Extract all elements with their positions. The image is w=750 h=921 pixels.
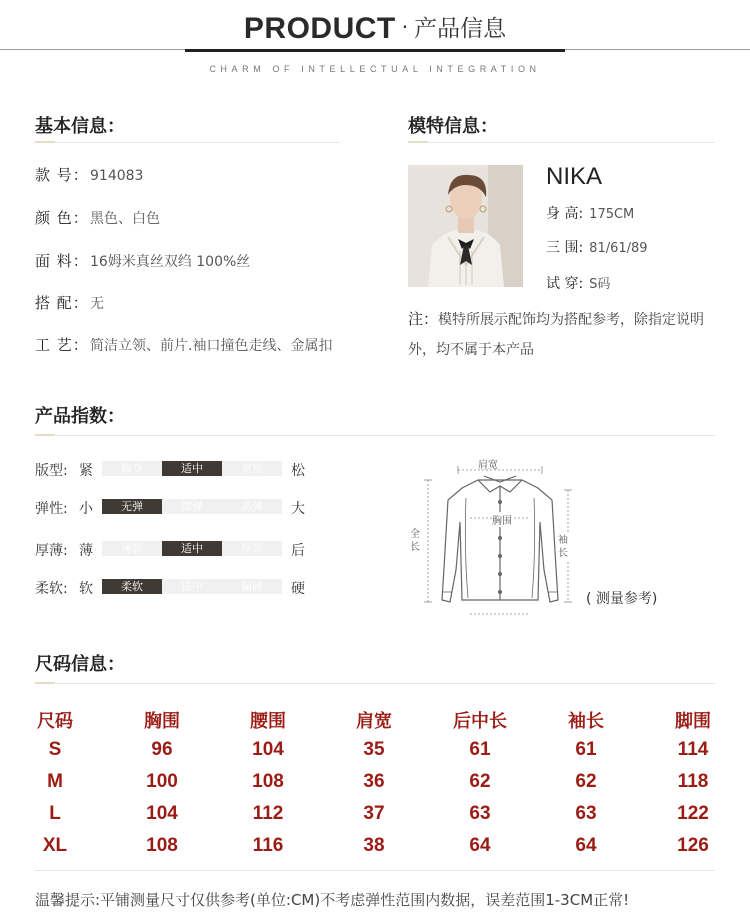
index-option: 适中 <box>162 579 222 594</box>
index-low: 薄 <box>79 543 93 559</box>
index-label: 弹性: <box>35 501 68 517</box>
index-label: 版型: <box>35 463 68 479</box>
size-cell: 37 <box>363 803 385 824</box>
index-option: 高弹 <box>222 499 282 514</box>
model-label: 三 围: <box>546 240 584 256</box>
size-cell: 112 <box>252 803 284 824</box>
index-option-selected: 柔软 <box>102 579 162 594</box>
index-high: 大 <box>291 501 305 517</box>
size-col-header: 袖长 <box>568 711 604 731</box>
index-option-selected: 适中 <box>162 541 222 556</box>
index-row-thickness <box>35 540 335 558</box>
size-cell: M <box>47 771 63 792</box>
size-col-header: 后中长 <box>453 711 507 731</box>
note-label: 注： <box>408 310 439 328</box>
model-photo <box>408 165 523 287</box>
index-high: 硬 <box>291 581 305 597</box>
size-cell: 104 <box>252 739 284 760</box>
row-label: 面 料： <box>35 252 89 270</box>
index-option: 宽松 <box>222 461 282 476</box>
label-shoulder: 肩宽 <box>478 460 498 471</box>
index-option: 薄款 <box>102 541 162 556</box>
label-chest: 胸围 <box>492 512 512 527</box>
index-option: 微弹 <box>162 499 222 514</box>
size-cell: 62 <box>469 771 491 792</box>
model-label: 试 穿: <box>546 276 584 292</box>
index-high: 后 <box>291 543 305 559</box>
size-cell: 36 <box>363 771 385 792</box>
size-col-header: 胸围 <box>144 711 180 731</box>
size-cell: 96 <box>151 739 173 760</box>
row-label: 工 艺： <box>35 336 89 354</box>
index-low: 小 <box>79 501 93 517</box>
index-rule <box>35 435 715 436</box>
row-value: 16姆米真丝双绉 100%丝 <box>90 254 251 270</box>
size-cell: 62 <box>575 771 597 792</box>
size-cell: 63 <box>575 803 597 824</box>
size-cell: 61 <box>469 739 491 760</box>
index-option: 厚款 <box>222 541 282 556</box>
model-row-fit <box>546 273 610 293</box>
size-tip: 温馨提示:平铺测量尺寸仅供参考(单位:CM)不考虑弹性范围内数据，误差范围1-3CM正常! <box>35 891 630 909</box>
size-cell: 118 <box>677 771 709 792</box>
index-option: 修身 <box>102 461 162 476</box>
model-row-measure <box>546 237 648 257</box>
index-label: 柔软: <box>35 581 68 597</box>
index-row-fit <box>35 460 335 478</box>
size-cell: 35 <box>363 739 385 760</box>
header-rule-right <box>565 49 750 50</box>
header-rule-left <box>0 49 190 50</box>
size-cell: 108 <box>146 835 178 856</box>
row-label: 颜 色： <box>35 209 89 227</box>
size-cell: 64 <box>575 835 597 856</box>
index-low: 软 <box>79 581 93 597</box>
size-cell: 61 <box>575 739 597 760</box>
index-row-stretch <box>35 498 335 516</box>
size-cell: 126 <box>677 835 709 856</box>
model-info-mark <box>408 141 428 143</box>
index-mark <box>35 434 55 436</box>
size-heading: 尺码信息： <box>35 654 125 675</box>
model-row-height <box>546 203 634 223</box>
label-sleeve: 袖长 <box>558 535 568 559</box>
model-info-rule <box>408 142 715 143</box>
page-subtitle: CHARM OF INTELLECTUAL INTEGRATION <box>209 64 541 74</box>
model-name: NIKA <box>546 163 603 190</box>
model-label: 身 高: <box>546 206 584 222</box>
row-label: 款 号： <box>35 166 89 184</box>
size-cell: XL <box>42 835 68 856</box>
size-cell: 100 <box>146 771 178 792</box>
size-cell: 38 <box>363 835 385 856</box>
basic-row-fabric <box>35 250 250 271</box>
size-col-header: 肩宽 <box>356 711 392 731</box>
title-cn: 产品信息 <box>414 16 507 42</box>
basic-row-craft <box>35 334 332 355</box>
index-heading: 产品指数： <box>35 406 125 427</box>
size-cell: S <box>48 739 62 760</box>
basic-row-match <box>35 292 104 313</box>
index-high: 松 <box>291 463 305 479</box>
note-text: 模特所展示配饰均为搭配参考，除指定说明外，均不属于本产品 <box>408 312 705 358</box>
title-dot: · <box>401 15 409 39</box>
basic-info-rule <box>35 142 340 143</box>
model-info-heading: 模特信息： <box>408 116 498 137</box>
index-low: 紧 <box>79 463 93 479</box>
size-mark <box>35 682 55 684</box>
size-cell: 114 <box>677 739 709 760</box>
size-cell: 64 <box>469 835 491 856</box>
index-option-selected: 无弹 <box>102 499 162 514</box>
row-value: 914083 <box>90 168 144 184</box>
size-cell: L <box>49 803 61 824</box>
size-cell: 104 <box>146 803 178 824</box>
header-underline <box>185 49 565 52</box>
size-cell: 116 <box>252 835 284 856</box>
row-label: 搭 配： <box>35 294 89 312</box>
index-option-selected: 适中 <box>162 461 222 476</box>
label-length: 全长 <box>410 529 420 553</box>
title-en: PRODUCT <box>243 12 396 45</box>
row-value: 简洁立领、前片.袖口撞色走线、金属扣 <box>90 338 333 354</box>
index-row-softness <box>35 578 335 596</box>
model-note <box>408 304 718 365</box>
index-option: 偏硬 <box>222 579 282 594</box>
size-cell: 63 <box>469 803 491 824</box>
basic-info-heading: 基本信息： <box>35 116 125 137</box>
size-col-header: 脚围 <box>675 711 711 731</box>
shirt-diagram <box>400 450 600 630</box>
model-value: 81/61/89 <box>589 241 648 256</box>
diagram-caption: ( 测量参考) <box>586 591 658 607</box>
page-title <box>0 10 750 46</box>
size-cell: 108 <box>252 771 284 792</box>
size-cell: 122 <box>677 803 709 824</box>
model-value: 175CM <box>589 207 635 222</box>
basic-row-color <box>35 207 160 228</box>
basic-info-mark <box>35 141 55 143</box>
footer-rule <box>35 870 715 871</box>
index-label: 厚薄: <box>35 543 68 559</box>
basic-row-style <box>35 164 143 185</box>
size-col-header: 腰围 <box>250 711 286 731</box>
row-value: 无 <box>90 296 104 312</box>
size-col-header: 尺码 <box>37 711 73 731</box>
model-value: S码 <box>589 277 611 292</box>
size-rule <box>35 683 715 684</box>
row-value: 黑色、白色 <box>90 211 160 227</box>
measurement-diagram <box>400 450 600 630</box>
